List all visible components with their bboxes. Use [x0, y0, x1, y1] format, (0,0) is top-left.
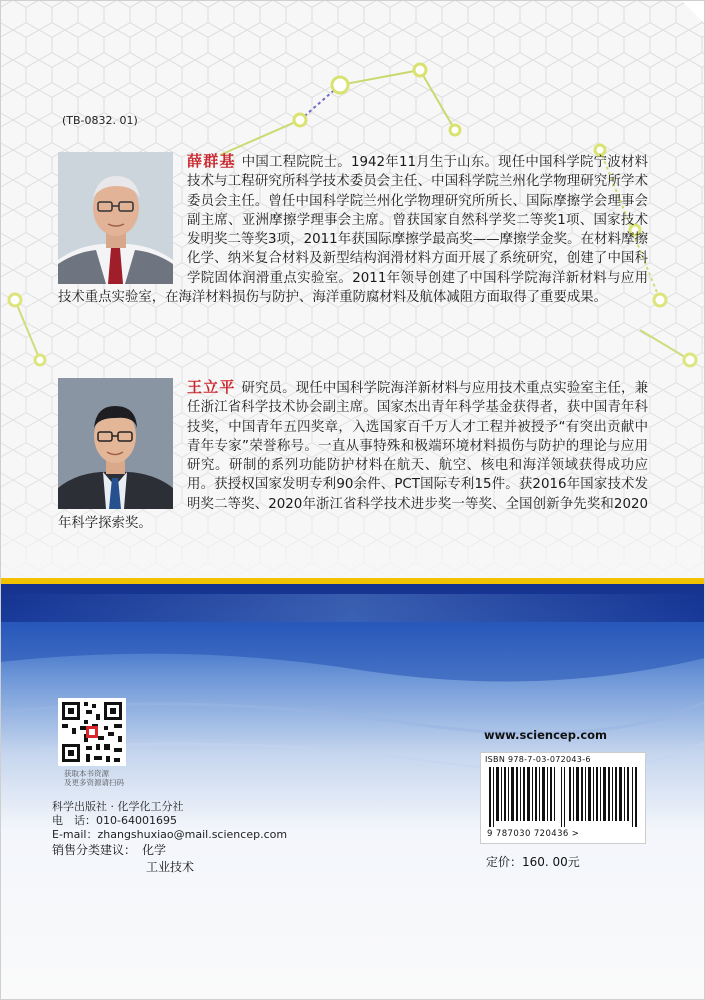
qr-caption: 获取本书资源 及更多资源请扫码	[64, 769, 124, 787]
publisher-phone: 电 话：010-64001695	[52, 814, 177, 827]
category-chemistry: 化学	[142, 843, 167, 857]
isbn-barcode-box	[480, 752, 646, 844]
category-label: 销售分类建议：	[52, 843, 137, 857]
sales-category	[52, 842, 194, 876]
publisher-email: E-mail：zhangshuxiao@mail.sciencep.com	[52, 828, 288, 841]
author1-name: 薛群基	[187, 152, 236, 170]
barcode-icon	[489, 767, 639, 827]
barcode-digits: 9 787030 720436 >	[487, 829, 580, 839]
category-industry: 工业技术	[146, 860, 195, 874]
publisher-name: 科学出版社 · 化学化工分社	[52, 800, 184, 813]
author2-block	[58, 378, 648, 533]
author2-photo	[58, 378, 173, 509]
author2-name: 王立平	[187, 378, 236, 396]
isbn-number: ISBN 978-7-03-072043-6	[485, 755, 591, 764]
author2-bio: 研究员。现任中国科学院海洋新材料与应用技术重点实验室主任，兼任浙江省科学技术协会副主席。国家杰出青年科学基金获得者，获中国青年科技奖，中国青年五四奖章，入选国家百千万人才工程并被授予“有突出贡献中青年专家”荣誉称号。一直从事特殊和极端环境材料损伤与防护的理论与应用研究。研制的系列功能防护材料在航天、航空、核电和海洋领域获得成功应用。获授权国家发明专利90余件、PCT国际专利15件。获2016年国家技术发明奖二等奖、2020年浙江省科学技术进步奖一等奖、全国创新争先奖和2020年科学探索奖。	[58, 381, 648, 532]
book-price: 定价：160. 00元	[486, 855, 580, 869]
author1-photo	[58, 152, 173, 284]
author1-bio: 中国工程院院士。1942年11月生于山东。现任中国科学院宁波材料技术与工程研究所科学技术委员会主任、中国科学院兰州化学物理研究所学术委员会主任。曾任中国科学院兰州化学物理研究所所长、国际摩擦学会理事会副主席、亚洲摩擦学理事会主席。曾获国家自然科学奖二等奖1项、国家技术发明奖二等奖3项，2011年获国际摩擦学最高奖——摩擦学金奖。在材料摩擦化学、纳米复合材料及新型结构润滑材料方面开展了系统研究，创建了中国科学院固体润滑重点实验室。2011年领导创建了中国科学院海洋新材料与应用技术重点实验室，在海洋材料损伤与防护、海洋重防腐材料及航体减阻方面取得了重要成果。	[58, 155, 648, 306]
corner-fold	[681, 0, 705, 24]
book-code: (TB-0832. 01)	[62, 114, 138, 127]
author1-block	[58, 152, 648, 307]
publisher-website[interactable]: www.sciencep.com	[484, 728, 608, 742]
publisher-info	[52, 800, 287, 842]
qr-code[interactable]	[58, 698, 126, 766]
